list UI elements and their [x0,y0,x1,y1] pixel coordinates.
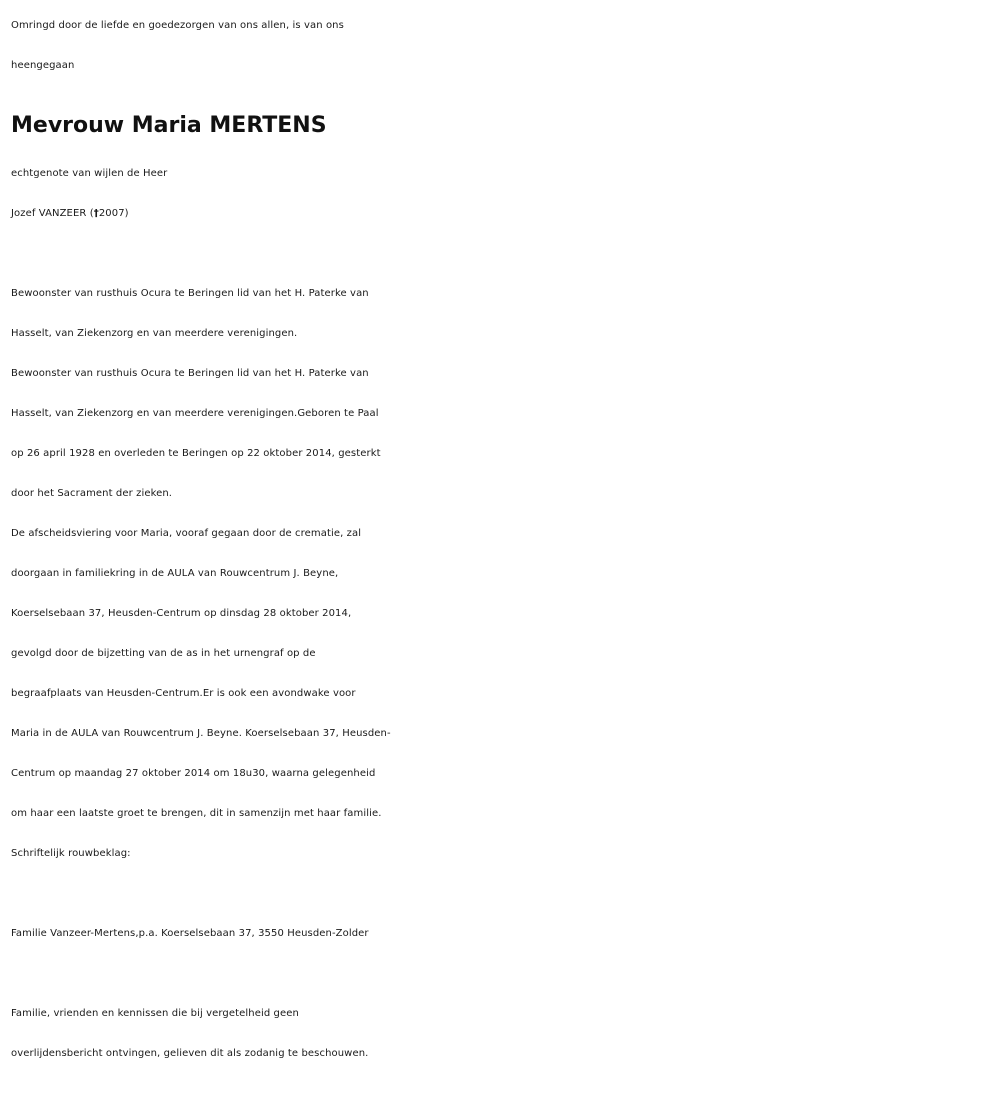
body-line: Koerselsebaan 37, Heusden-Centrum op dinsdag 28 oktober 2014, [11,608,352,619]
body-line: gevolgd door de bijzetting van de as in het urnengraf op de [11,648,316,659]
intro-line: Omringd door de liefde en goedezorgen van ons allen, is van ons [11,20,344,31]
body-line: om haar een laatste groet te brengen, dit in samenzijn met haar familie. [11,808,382,819]
body-line: Hasselt, van Ziekenzorg en van meerdere verenigingen.Geboren te Paal [11,408,379,419]
body-line: begraafplaats van Heusden-Centrum.Er is ook een avondwake voor [11,688,356,699]
body-line: Hasselt, van Ziekenzorg en van meerdere verenigingen. [11,328,298,339]
spacer [11,234,1000,274]
intro-line: heengegaan [11,60,75,71]
body-text [11,274,1000,874]
closing-line: overlijdensbericht ontvingen, gelieven dit als zodanig te beschouwen. [11,1048,369,1059]
body-line: Schriftelijk rouwbeklag: [11,848,131,859]
body-line: Centrum op maandag 27 oktober 2014 om 18u30, waarna gelegenheid [11,768,376,779]
spouse-line [11,194,1000,234]
body-line: op 26 april 1928 en overleden te Beringen op 22 oktober 2014, gesterkt [11,448,381,459]
spouse-prefix: Jozef VANZEER ( [11,208,94,219]
spacer [11,954,1000,994]
closing-line: Familie, vrienden en kennissen die bij vergetelheid geen [11,1008,299,1019]
address-text [11,914,1000,954]
address-line: Familie Vanzeer-Mertens,p.a. Koerselsebaan 37, 3550 Heusden-Zolder [11,928,369,939]
body-line: Bewoonster van rusthuis Ocura te Beringen lid van het H. Paterke van [11,368,369,379]
intro-text [11,6,1000,86]
relation-text [11,154,1000,234]
relation-line: echtgenote van wijlen de Heer [11,168,168,179]
closing-text [11,994,1000,1074]
body-line: door het Sacrament der zieken. [11,488,173,499]
body-line: Bewoonster van rusthuis Ocura te Beringen lid van het H. Paterke van [11,288,369,299]
dagger-icon: † [93,208,99,219]
spouse-suffix: 2007) [98,208,129,219]
body-line: Maria in de AULA van Rouwcentrum J. Beyne. Koerselsebaan 37, Heusden- [11,728,391,739]
body-line: De afscheidsviering voor Maria, vooraf gegaan door de crematie, zal [11,528,362,539]
body-line: doorgaan in familiekring in de AULA van Rouwcentrum J. Beyne, [11,568,339,579]
deceased-name: Mevrouw Maria MERTENS [11,113,327,138]
spacer [11,874,1000,914]
